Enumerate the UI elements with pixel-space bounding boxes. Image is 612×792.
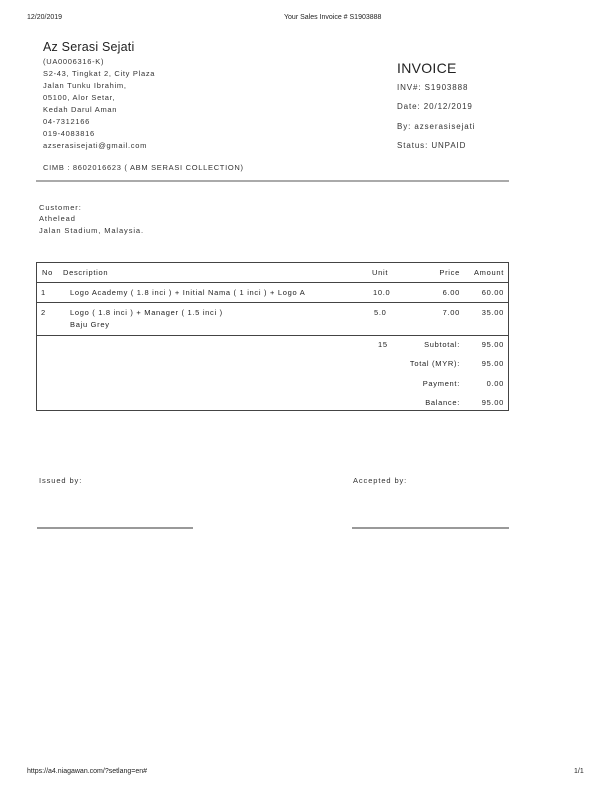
row-amount: 60.00 [481,288,504,297]
issued-by-signature-line [37,527,193,529]
row-no: 2 [41,308,46,317]
customer-address: Jalan Stadium, Malaysia. [39,226,144,235]
row-amount: 35.00 [481,308,504,317]
subtotal-label: Subtotal: [424,340,460,349]
print-title: Your Sales Invoice # S1903888 [284,14,382,21]
company-mobile: 019-4083816 [43,129,95,138]
issued-by-label: Issued by: [39,476,83,485]
bank-account: CIMB : 8602016623 ( ABM SERASI COLLECTION) [43,163,244,172]
unit-total: 15 [378,340,388,349]
header-row-divider [37,282,508,283]
print-url: https://a4.niagawan.com/?setlang=en# [27,768,148,775]
subtotal-value: 95.00 [481,340,504,349]
col-header-amount: Amount [473,268,504,277]
invoice-title: INVOICE [397,60,457,76]
col-header-description: Description [63,268,109,277]
total-label: Total (MYR): [409,359,460,368]
payment-value: 0.00 [486,379,504,388]
items-table [36,262,509,411]
accepted-by-label: Accepted by: [353,476,408,485]
invoice-number: INV#: S1903888 [397,83,469,92]
company-address-line: Kedah Darul Aman [43,105,118,114]
col-header-unit: Unit [372,268,389,277]
print-date: 12/20/2019 [27,14,63,21]
company-phone: 04-7312166 [43,117,91,126]
customer-label: Customer: [39,203,82,212]
company-address-line: S2-43, Tingkat 2, City Plaza [43,69,156,78]
total-value: 95.00 [481,359,504,368]
row-no: 1 [41,288,46,297]
header-divider [36,180,509,182]
row-unit: 5.0 [374,308,387,317]
company-address-line: 05100, Alor Setar, [43,93,116,102]
invoice-status: Status: UNPAID [397,141,467,150]
row-description: Logo Academy ( 1.8 inci ) + Initial Nama ( 1 inci ) + Logo A [70,288,306,297]
row-description-line2: Baju Grey [70,320,110,329]
invoice-date: Date: 20/12/2019 [397,102,473,111]
row-divider [37,302,508,303]
payment-label: Payment: [422,379,460,388]
col-header-no: No [42,268,53,277]
row-description: Logo ( 1.8 inci ) + Manager ( 1.5 inci ) [70,308,223,317]
company-email: azserasisejati@gmail.com [43,141,148,150]
row-price: 7.00 [442,308,460,317]
accepted-by-signature-line [352,527,509,529]
row-unit: 10.0 [373,288,391,297]
balance-label: Balance: [425,398,460,407]
invoice-issuer: By: azserasisejati [397,122,476,131]
company-name: Az Serasi Sejati [43,40,135,54]
row-price: 6.00 [442,288,460,297]
company-reg-no: (UA0006316-K) [43,57,105,66]
balance-value: 95.00 [481,398,504,407]
company-address-line: Jalan Tunku Ibrahim, [43,81,127,90]
customer-name: Athelead [39,214,76,223]
items-end-divider [37,335,508,336]
col-header-price: Price [439,268,460,277]
print-page-number: 1/1 [574,768,584,775]
